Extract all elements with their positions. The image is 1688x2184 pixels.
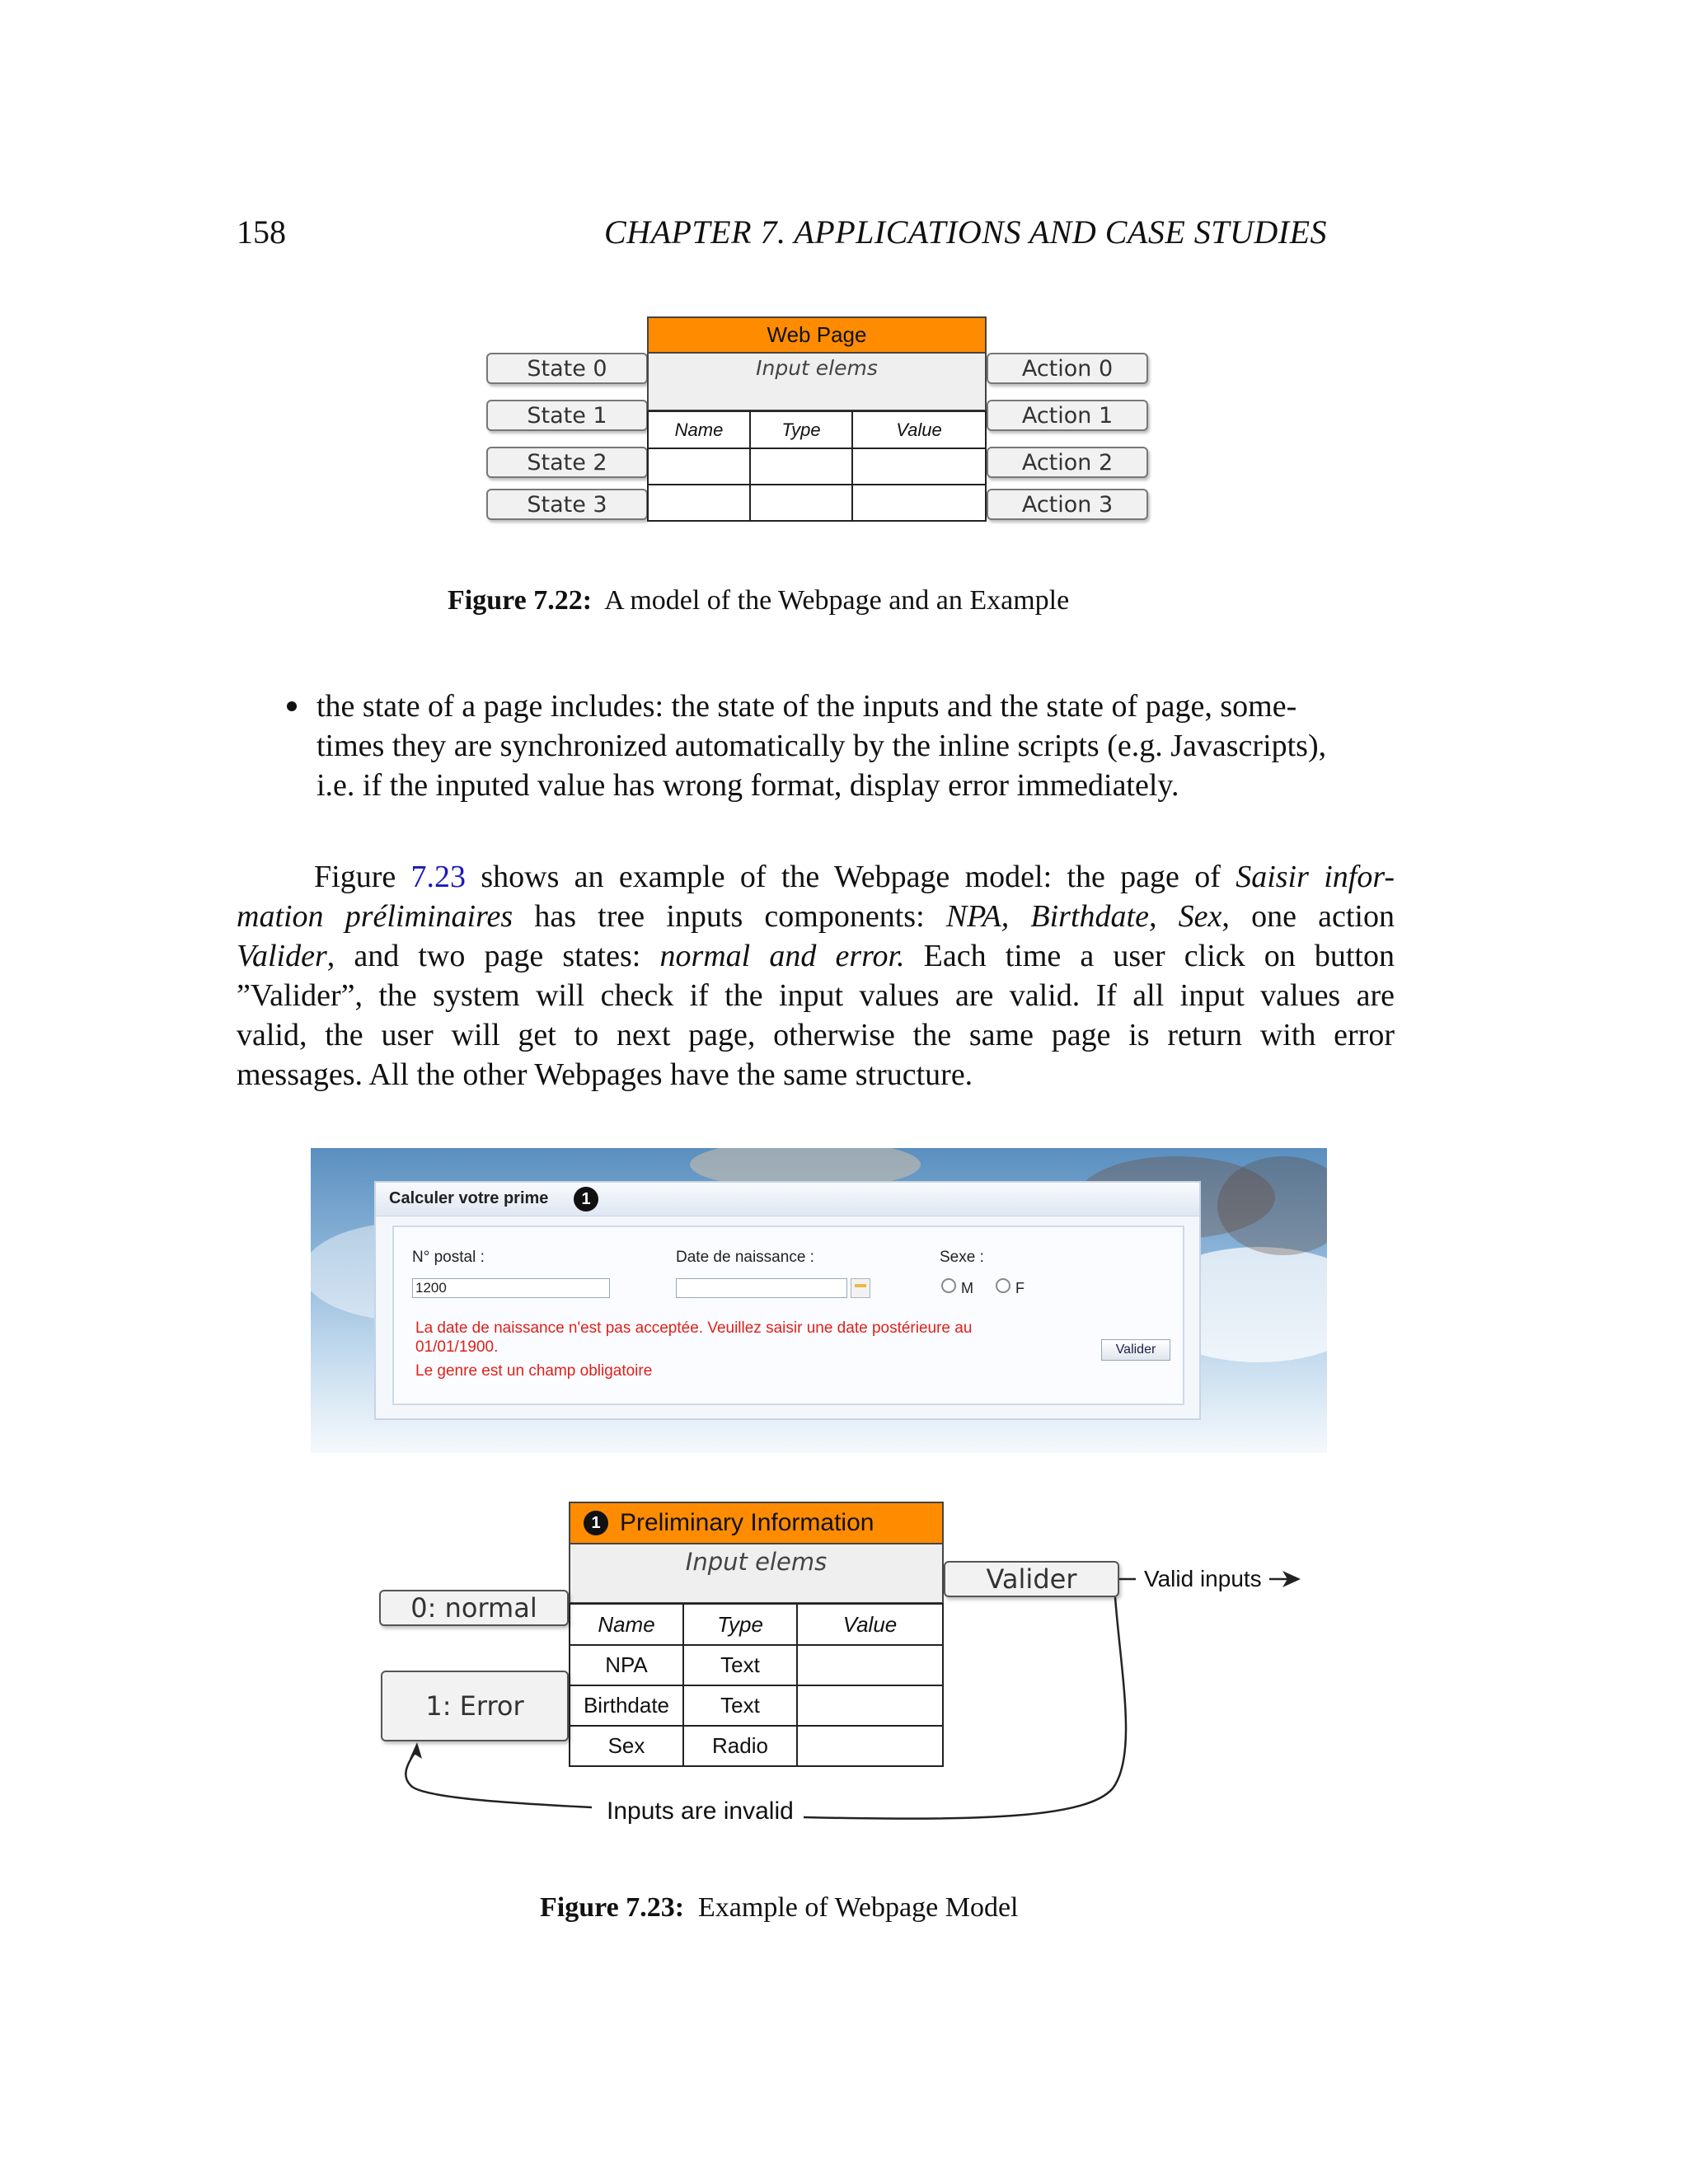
text-span: , and two page states: [326,939,660,973]
bullet-line: times they are synchronized automatically by the inline scripts (e.g. Javascripts), [316,729,1327,763]
text-span: mation préliminaires [237,899,513,934]
table-cell: Text [683,1645,797,1685]
birthdate-label: Date de naissance : [676,1249,814,1266]
sex-label: Sexe : [940,1249,984,1266]
webpage-title: Web Page [647,316,987,354]
figure-7-23-caption [540,1892,1018,1924]
caption-text: A model of the Webpage and an Example [604,585,1070,616]
text-span: Figure [314,860,411,894]
action-valider-box: Valider [944,1561,1119,1597]
error-message: La date de naissance n'est pas acceptée. Veuillez saisir une date postérieure au [415,1319,973,1337]
column-header: Value [797,1604,943,1645]
state-error-box: 1: Error [381,1671,569,1741]
state-normal-box: 0: normal [379,1590,569,1626]
valid-inputs-label: Valid inputs [1144,1566,1262,1591]
radio-m-label: M [961,1280,973,1296]
para-line: valid, the user will get to next page, otherwise the same page is return with error [237,1018,1395,1052]
callout-badge: 1 [574,1187,598,1212]
text-span: Each time a user click on button [904,939,1395,973]
table-cell: Text [683,1685,797,1726]
caption-text: Example of Webpage Model [698,1892,1019,1923]
column-header: Type [683,1604,797,1645]
panel-title: Calculer votre prime [389,1189,549,1207]
callout-badge: 1 [584,1511,608,1535]
arrow-head [410,1742,422,1759]
page-number: 158 [237,213,286,251]
state-box: State 0 [486,353,648,384]
text-span: normal and error. [659,939,905,973]
table-cell: Radio [683,1726,797,1766]
text-span: Saisir infor- [1236,860,1395,894]
input-elems-label: Input elems [647,354,987,411]
table-cell: NPA [570,1645,683,1685]
bullet-line: i.e. if the inputed value has wrong format, display error immediately. [316,768,1179,803]
valider-button-label: Valider [1115,1343,1156,1357]
column-header: Value [852,411,986,448]
text-span: has tree inputs components: [513,899,946,934]
column-header: Name [648,411,750,448]
table-cell: Sex [570,1726,683,1766]
state-box: State 2 [486,447,648,478]
action-box: Action 3 [987,489,1148,520]
radio-f-label: F [1015,1280,1025,1296]
running-head: CHAPTER 7. APPLICATIONS AND CASE STUDIES [604,213,1328,251]
postal-value: 1200 [415,1280,447,1296]
text-span: NPA, Birthdate, Sex [945,899,1222,934]
para-line: ”Valider”, the system will check if the input values are valid. If all input values are [237,978,1395,1013]
invalid-inputs-label: Inputs are invalid [607,1797,794,1825]
table-cell: Birthdate [570,1685,683,1726]
column-header: Type [750,411,852,448]
bullet-line: the state of a page includes: the state of the inputs and the state of page, some- [316,689,1297,724]
text-span: Valider [237,939,327,973]
action-box: Action 2 [987,447,1148,478]
figure-ref-link[interactable]: 7.23 [410,860,467,894]
input-elems-label: Input elems [569,1544,944,1604]
invalid-curve [406,1751,592,1807]
column-header: Name [570,1604,683,1645]
error-message: Le genre est un champ obligatoire [415,1362,653,1380]
state-box: State 1 [486,400,648,431]
para-line: messages. All the other Webpages have the same structure. [237,1057,973,1092]
action-box: Action 1 [987,400,1148,431]
text-span: shows an example of the Webpage model: the page of [466,860,1236,894]
text-span: , one action [1221,899,1395,934]
page-title: Preliminary Information [620,1509,874,1536]
invalid-curve [804,1597,1126,1819]
postal-label: N° postal : [412,1249,485,1266]
error-message: 01/01/1900. [415,1338,499,1356]
state-box: State 3 [486,489,648,520]
caption-label: Figure 7.22: [448,585,593,616]
caption-label: Figure 7.23: [540,1892,685,1923]
action-box: Action 0 [987,353,1148,384]
